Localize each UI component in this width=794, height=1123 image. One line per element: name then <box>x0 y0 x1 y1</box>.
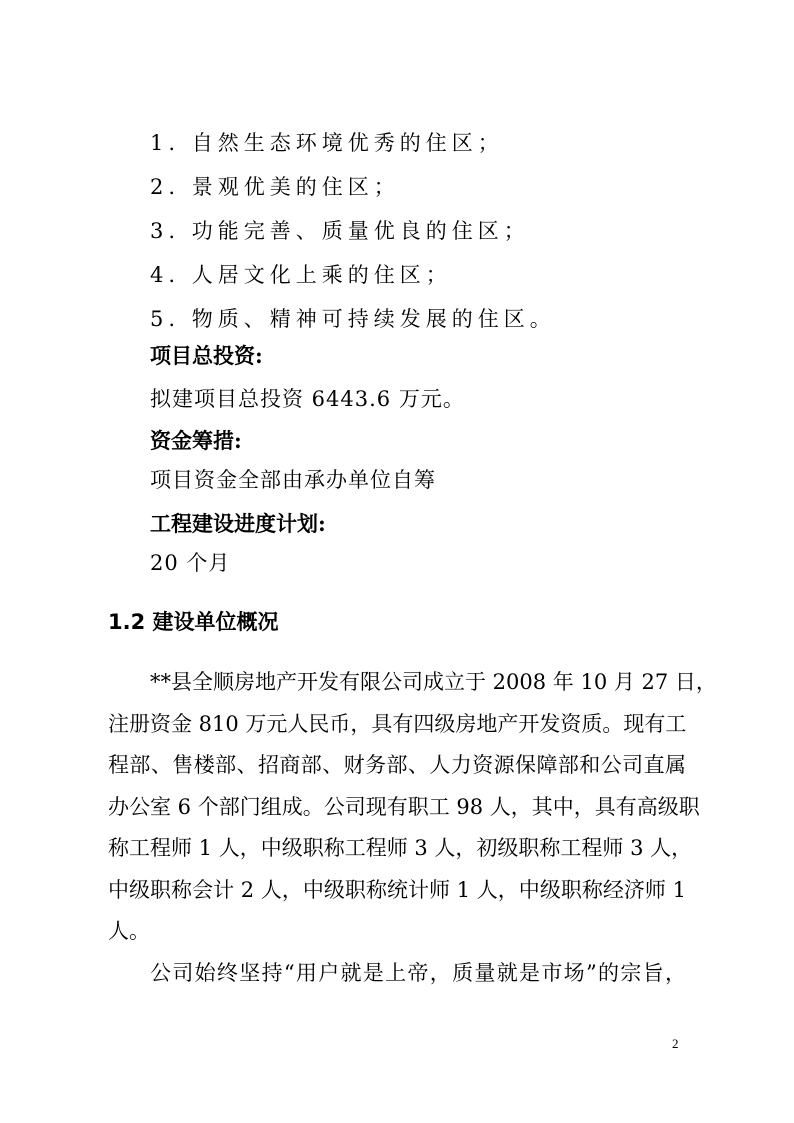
paragraph-line: 程部、售楼部、招商部、财务部、人力资源保障部和公司直属 <box>108 753 686 777</box>
list-item-5: 5. 物质、精神可持续发展的住区。 <box>150 307 556 331</box>
paragraph-line: 办公室 6 个部门组成。公司现有职工 98 人，其中，具有高级职 <box>108 795 700 819</box>
funding-heading: 资金筹措: <box>150 428 242 453</box>
section-title: 1.2 建设单位概况 <box>108 610 279 634</box>
paragraph-line: 公司始终坚持“用户就是上帝，质量就是市场”的宗旨， <box>150 961 686 985</box>
schedule-text: 20 个月 <box>150 551 231 575</box>
paragraph-line: 中级职称会计 2 人，中级职称统计师 1 人，中级职称经济师 1 <box>108 878 686 902</box>
list-item-1: 1. 自然生态环境优秀的住区； <box>150 131 504 155</box>
paragraph-line: **县全顺房地产开发有限公司成立于 2008 年 10 月 27 日， <box>150 670 717 694</box>
paragraph-line: 称工程师 1 人，中级职称工程师 3 人，初级职称工程师 3 人， <box>108 836 693 860</box>
page-number: 2 <box>672 1036 679 1051</box>
investment-heading: 项目总投资: <box>150 343 263 368</box>
list-item-2: 2. 景观优美的住区； <box>150 175 400 199</box>
investment-text: 拟建项目总投资 6443.6 万元。 <box>150 387 465 411</box>
paragraph-line: 注册资金 810 万元人民币，具有四级房地产开发资质。现有工 <box>108 712 687 736</box>
list-item-3: 3. 功能完善、质量优良的住区； <box>150 219 530 243</box>
list-item-4: 4. 人居文化上乘的住区； <box>150 263 452 287</box>
paragraph-line: 人。 <box>108 919 150 943</box>
schedule-heading: 工程建设进度计划: <box>150 511 326 536</box>
funding-text: 项目资金全部由承办单位自筹 <box>150 468 436 492</box>
